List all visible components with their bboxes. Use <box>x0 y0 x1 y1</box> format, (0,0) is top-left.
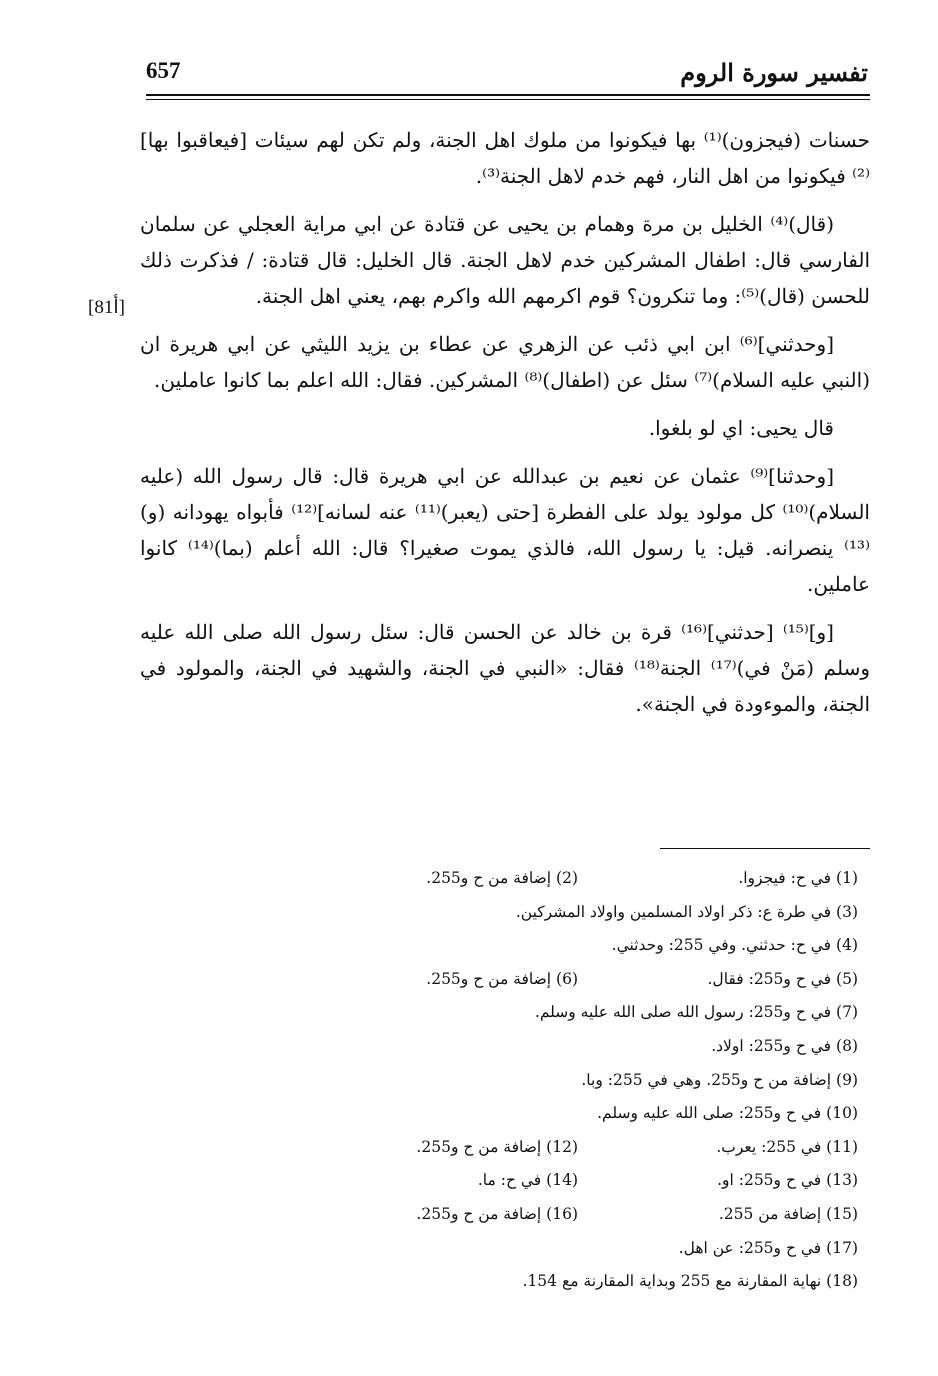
footnotes <box>298 862 858 1299</box>
footnote: (18) نهاية المقارنة مع 255 وبداية المقارنة مع 154. <box>522 1272 858 1291</box>
footnote: (13) في ح و255: او. <box>717 1171 858 1190</box>
footnote: (2) إضافة من ح و255. <box>426 869 578 887</box>
paragraph: (قال)⁽⁴⁾ الخليل بن مرة وهمام بن يحيى عن قتادة عن ابي مراية العجلي عن سلمان الفارسي قال: اطفال المشركين خدم لاهل الجنة. قال الخليل: قال قتادة: / فذكرت ذلك للحسن (قال)⁽⁵⁾: وما تنكرون؟ قوم اكرمهم الله واكرم بهم، يعني اهل الجنة. <box>140 212 870 308</box>
footnote: (7) في ح و255: رسول الله صلى الله عليه وسلم. <box>534 1003 858 1022</box>
footnote: (3) في طرة ع: ذكر اولاد المسلمين واولاد المشركين. <box>515 902 858 921</box>
footnote-row <box>298 1131 858 1165</box>
footnote: (16) إضافة من ح و255. <box>416 1204 578 1223</box>
paragraph: قال يحيى: اي لو بلغوا. <box>648 416 834 440</box>
footnote-row <box>298 1164 858 1198</box>
footnote-row <box>298 862 858 896</box>
footnote-row <box>298 1232 858 1266</box>
footnote-row <box>298 1030 858 1064</box>
footnote: (9) إضافة من ح و255. وهي في 255: وبا. <box>581 1070 858 1089</box>
footnote-rule <box>660 848 870 849</box>
footnote-row <box>298 963 858 997</box>
footnote-row <box>298 1198 858 1232</box>
paragraph: [وحدثني]⁽⁶⁾ ابن ابي ذئب عن الزهري عن عطاء بن يزيد الليثي عن ابي هريرة ان (النبي عليه السلام)⁽⁷⁾ سئل عن (اطفال)⁽⁸⁾ المشركين. فقال: الله اعلم بما كانوا عاملين. <box>140 332 870 392</box>
footnote-row <box>298 896 858 930</box>
footnote: (11) في 255: يعرب. <box>716 1137 858 1156</box>
footnote: (14) في ح: ما. <box>477 1171 578 1190</box>
paragraph: [و]⁽¹⁵⁾ [حدثني]⁽¹⁶⁾ قرة بن خالد عن الحسن قال: سئل رسول الله صلى الله عليه وسلم (مَنْ في)⁽¹⁷⁾ الجنة⁽¹⁸⁾ فقال: «النبي في الجنة، والشهيد في الجنة، والمولود في الجنة، والموءودة في الجنة». <box>140 620 870 716</box>
footnote: (12) إضافة من ح و255. <box>416 1137 578 1156</box>
running-head: تفسير سورة الروم <box>680 58 868 87</box>
footnote-row <box>298 929 858 963</box>
footnote-row <box>298 1097 858 1131</box>
header-rule-thin <box>146 99 870 100</box>
footnote: (8) في ح و255: اولاد. <box>711 1036 858 1055</box>
footnote: (5) في ح و255: فقال. <box>707 969 858 988</box>
footnote: (10) في ح و255: صلى الله عليه وسلم. <box>597 1104 858 1123</box>
footnote-row <box>298 1265 858 1299</box>
footnote: (4) في ح: حدثني. وفي 255: وحدثني. <box>611 936 858 955</box>
footnote: (6) إضافة من ح و255. <box>426 969 578 988</box>
footnote-row <box>298 1064 858 1098</box>
footnote: (1) في ح: فيجزوا. <box>738 869 858 887</box>
paragraph: حسنات (فيجزون)⁽¹⁾ بها فيكونوا من ملوك اهل الجنة، ولم تكن لهم سيئات [فيعاقبوا بها]⁽²⁾ فيكونوا من اهل النار، فهم خدم لاهل الجنة⁽³⁾. <box>140 128 870 188</box>
header-rule-thick <box>146 94 870 96</box>
page-number: 657 <box>146 58 181 83</box>
footnote: (17) في ح و255: عن اهل. <box>678 1238 858 1257</box>
footnote-row <box>298 996 858 1030</box>
footnote: (15) إضافة من 255. <box>718 1204 858 1223</box>
paragraph: [وحدثنا]⁽⁹⁾ عثمان عن نعيم بن عبدالله عن ابي هريرة قال: قال رسول الله (عليه السلام)⁽¹⁰⁾ كل مولود يولد على الفطرة [حتى (يعبر)⁽¹¹⁾ عنه لسانه]⁽¹²⁾ فأبواه يهودانه (و)⁽¹³⁾ ينصرانه. قيل: يا رسول الله، فالذي يموت صغيرا؟ قال: الله أعلم (بما)⁽¹⁴⁾ كانوا عاملين. <box>140 464 870 596</box>
margin-folio-marker: [81أ] <box>88 297 125 318</box>
body-text <box>140 122 870 734</box>
